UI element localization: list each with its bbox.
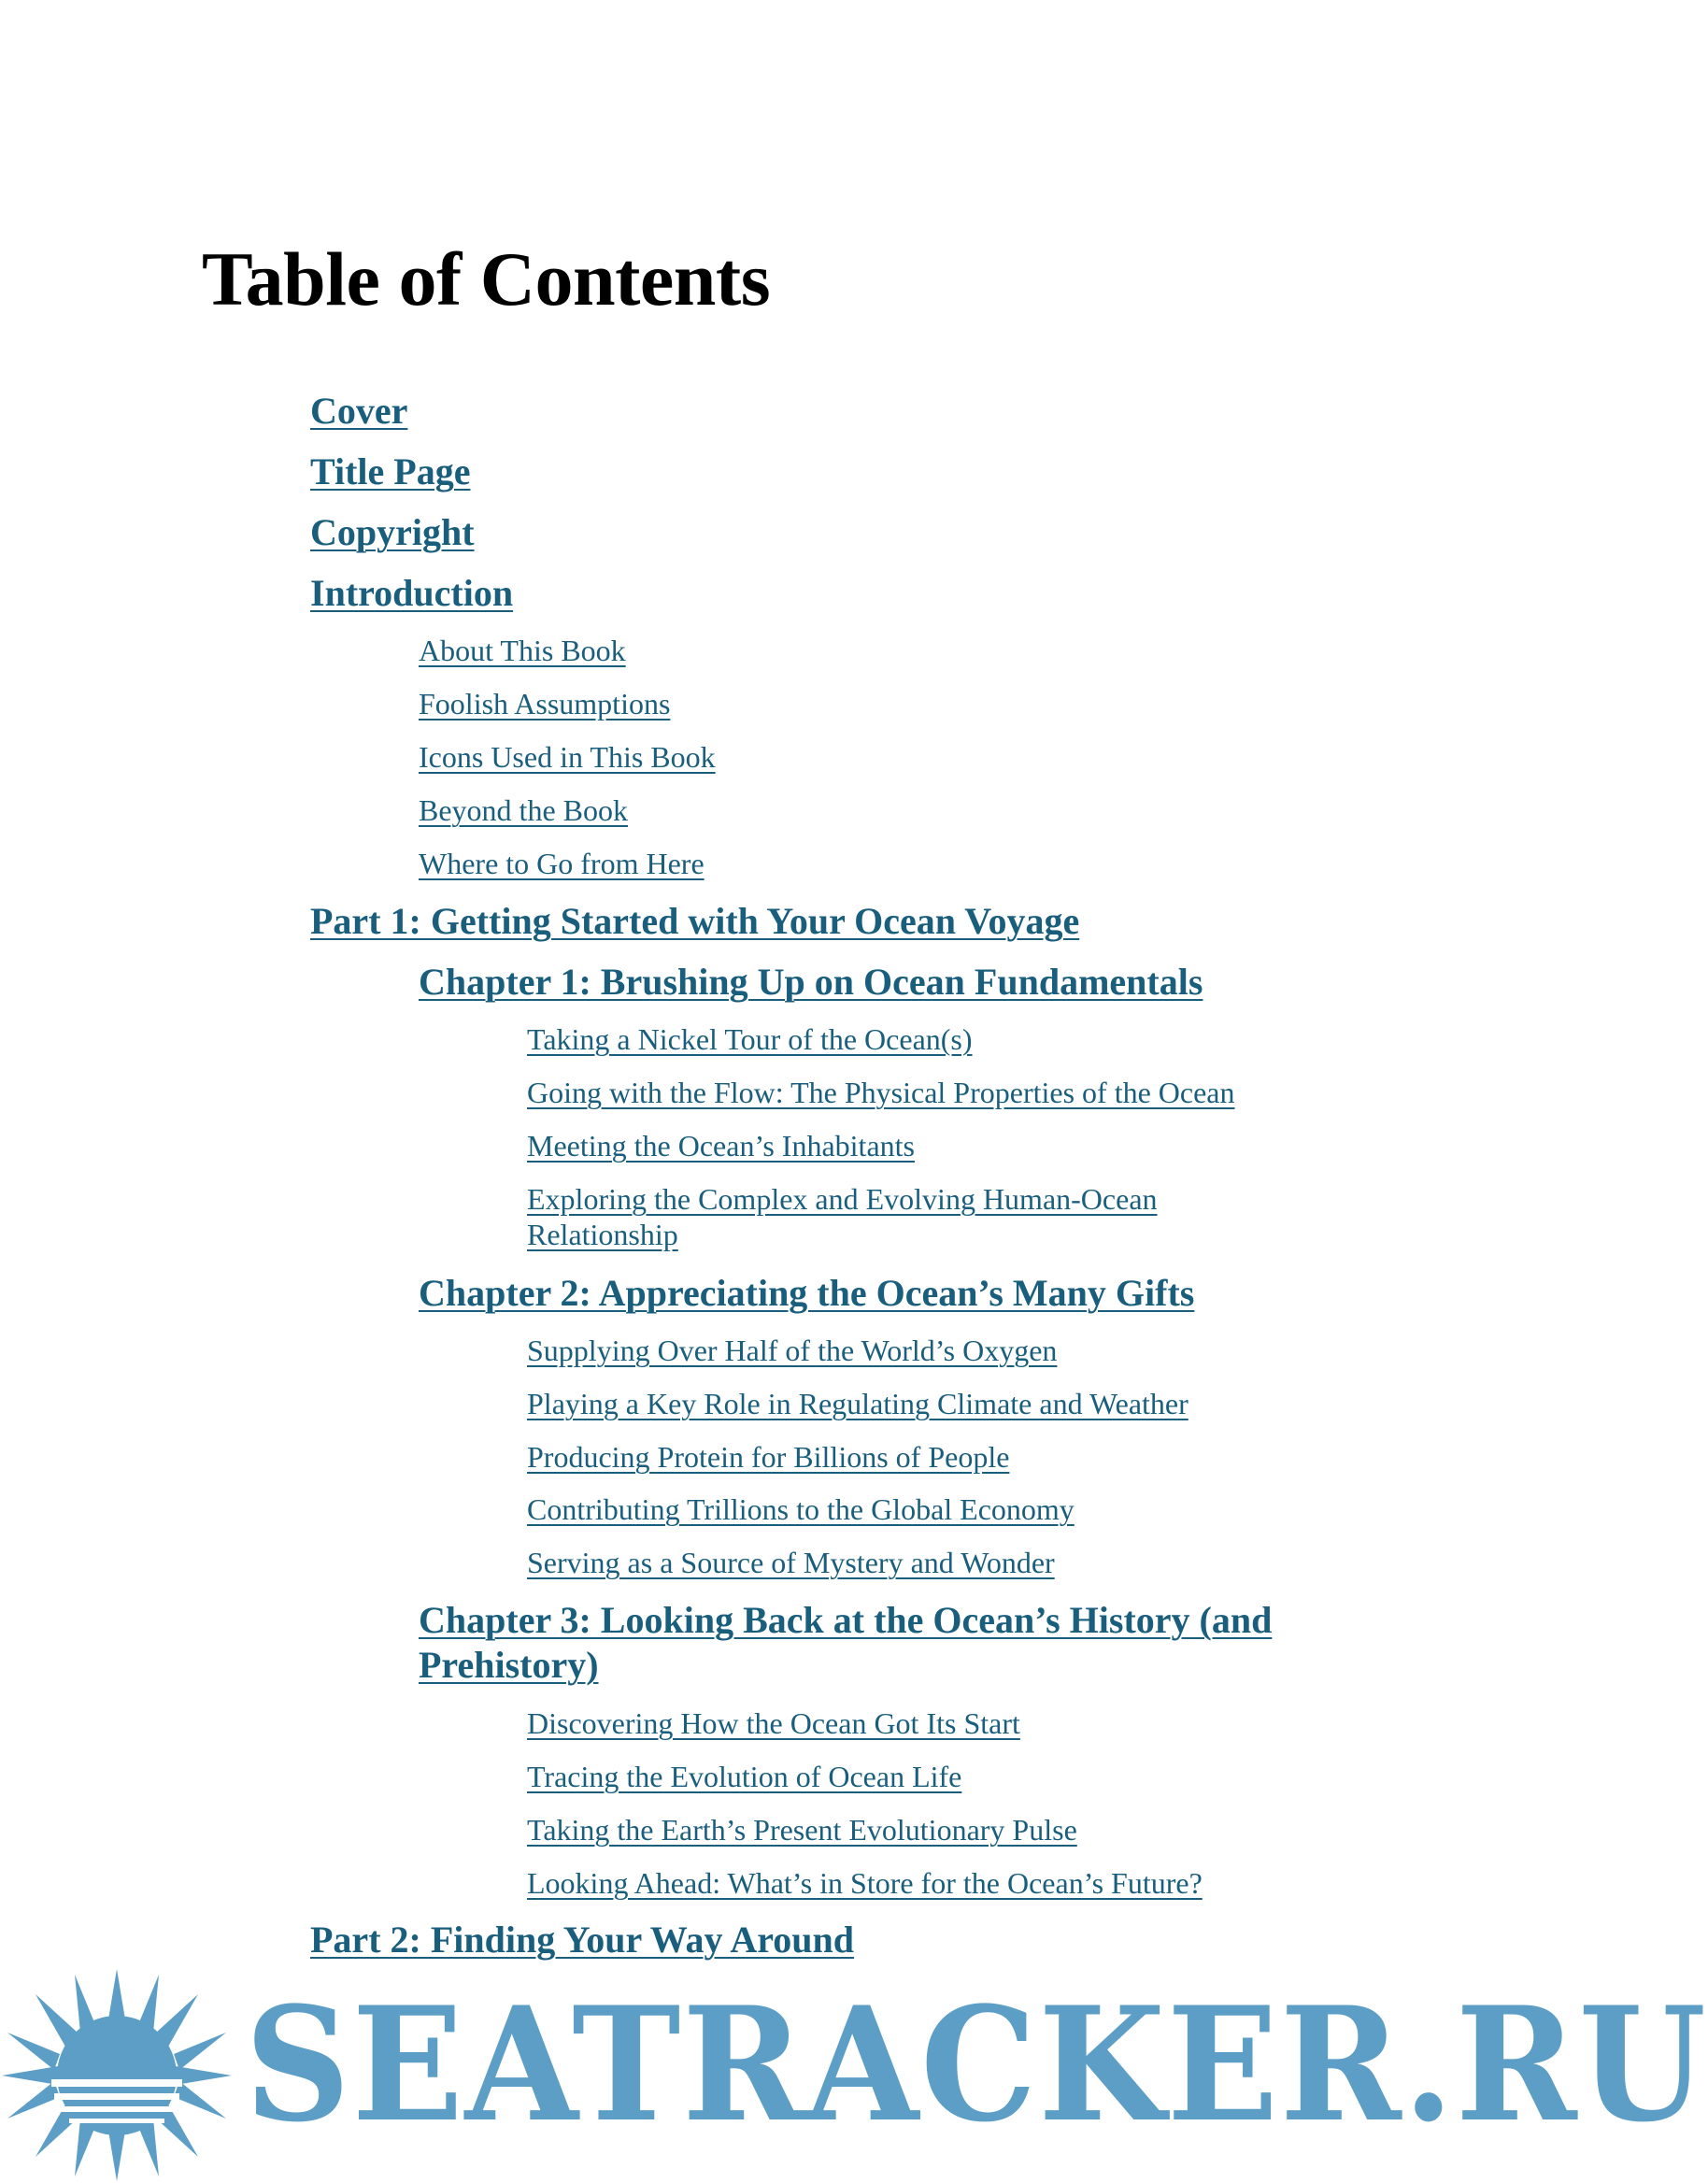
toc-item-ocean-inhabitants <box>527 1128 1489 1163</box>
toc-item-where-to-go <box>419 846 1446 881</box>
toc-link[interactable]: Exploring the Complex and Evolving Human-Ocean Relationship <box>527 1182 1158 1252</box>
toc-link[interactable]: Chapter 2: Appreciating the Ocean’s Many Gifts <box>419 1272 1195 1314</box>
toc-link[interactable]: Looking Ahead: What’s in Store for the Ocean’s Future? <box>527 1866 1203 1900</box>
toc-link[interactable]: Playing a Key Role in Regulating Climate and Weather <box>527 1387 1188 1420</box>
toc-item-copyright <box>310 510 1431 555</box>
toc-link[interactable]: Icons Used in This Book <box>419 740 716 774</box>
toc-link[interactable]: Going with the Flow: The Physical Properties of the Ocean <box>527 1076 1235 1109</box>
toc-item-human-ocean <box>527 1181 1246 1253</box>
toc-item-chapter-3 <box>419 1598 1334 1688</box>
toc-link[interactable]: Copyright <box>310 511 475 553</box>
toc-item-climate <box>527 1386 1489 1421</box>
sun-icon <box>0 1967 234 2183</box>
toc-link[interactable]: Beyond the Book <box>419 793 628 827</box>
toc-link[interactable]: Foolish Assumptions <box>419 687 671 721</box>
toc-item-protein <box>527 1439 1489 1475</box>
toc-item-icons-used <box>419 739 1446 775</box>
toc-link[interactable]: Cover <box>310 390 408 432</box>
toc-item-chapter-1 <box>419 960 1493 1005</box>
toc-item-introduction <box>310 571 1431 616</box>
toc-link[interactable]: Introduction <box>310 572 514 614</box>
toc-item-part-1 <box>310 899 1478 944</box>
toc-item-ocean-start <box>527 1705 1489 1741</box>
toc-link[interactable]: Part 2: Finding Your Way Around <box>310 1919 854 1961</box>
toc-item-beyond-the-book <box>419 792 1446 828</box>
toc-item-cover <box>310 389 1431 434</box>
toc-link[interactable]: About This Book <box>419 634 626 667</box>
toc-link[interactable]: Where to Go from Here <box>419 847 705 880</box>
toc-link[interactable]: Chapter 1: Brushing Up on Ocean Fundamentals <box>419 961 1203 1003</box>
toc-link[interactable]: Discovering How the Ocean Got Its Start <box>527 1706 1020 1740</box>
watermark <box>0 1967 1708 2183</box>
toc-item-nickel-tour <box>527 1021 1489 1057</box>
toc-item-foolish-assumptions <box>419 686 1446 721</box>
toc-link[interactable]: Contributing Trillions to the Global Economy <box>527 1492 1075 1526</box>
toc-item-evolutionary-pulse <box>527 1812 1489 1848</box>
toc-link[interactable]: Tracing the Evolution of Ocean Life <box>527 1760 962 1793</box>
toc-item-future <box>527 1865 1489 1901</box>
toc-item-chapter-2 <box>419 1271 1493 1316</box>
toc-link[interactable]: Producing Protein for Billions of People <box>527 1440 1010 1474</box>
page-title: Table of Contents <box>202 236 771 321</box>
toc-item-evolution <box>527 1759 1489 1794</box>
watermark-text: SEATRACKER.RU <box>245 1972 1708 2157</box>
toc-link[interactable]: Part 1: Getting Started with Your Ocean Voyage <box>310 900 1080 942</box>
toc-item-about-this-book <box>419 633 1446 668</box>
toc-link[interactable]: Title Page <box>310 450 471 492</box>
toc-link[interactable]: Meeting the Ocean’s Inhabitants <box>527 1129 915 1163</box>
toc-item-economy <box>527 1491 1489 1527</box>
toc-link[interactable]: Supplying Over Half of the World’s Oxygen <box>527 1334 1058 1367</box>
toc-item-part-2 <box>310 1918 1478 1962</box>
toc-item-oxygen <box>527 1333 1489 1368</box>
toc-item-physical-properties <box>527 1075 1489 1110</box>
toc-link[interactable]: Chapter 3: Looking Back at the Ocean’s History (and Prehistory) <box>419 1599 1273 1686</box>
toc-link[interactable]: Taking a Nickel Tour of the Ocean(s) <box>527 1022 973 1056</box>
toc-item-mystery <box>527 1545 1489 1580</box>
toc-link[interactable]: Serving as a Source of Mystery and Wonder <box>527 1546 1055 1579</box>
toc-link[interactable]: Taking the Earth’s Present Evolutionary Pulse <box>527 1813 1077 1847</box>
toc-item-title-page <box>310 449 1431 494</box>
